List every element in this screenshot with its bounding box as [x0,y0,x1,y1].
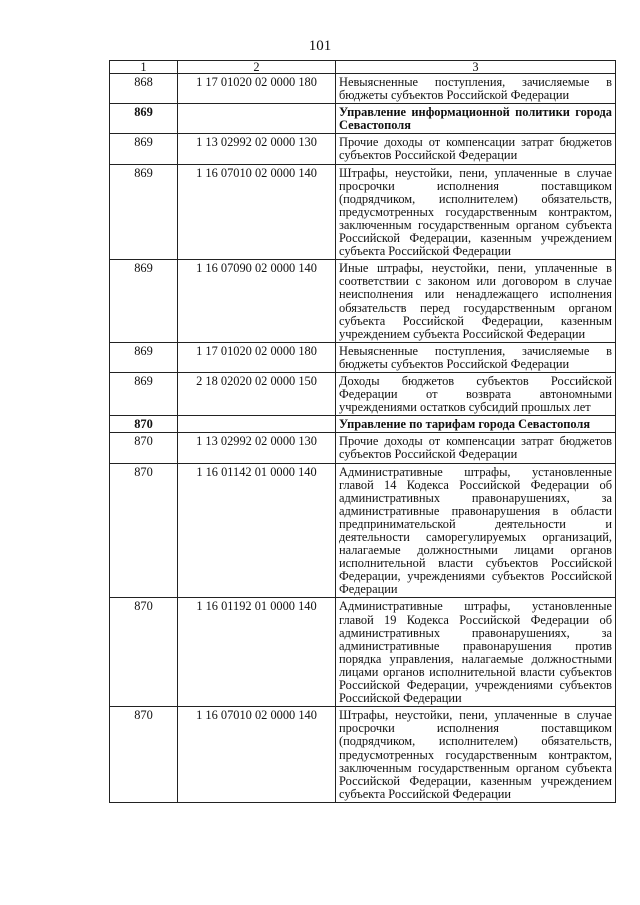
table-row [110,433,616,463]
income-code-cell: 1 13 02992 02 0000 130 [178,433,336,463]
admin-code-cell: 869 [110,134,178,164]
income-code-cell [178,416,336,433]
description-cell: Прочие доходы от компенсации затрат бюджетов субъектов Российской Федерации [336,433,616,463]
income-code-cell: 1 13 02992 02 0000 130 [178,134,336,164]
income-code-cell [178,104,336,134]
admin-code-cell: 870 [110,598,178,707]
description-cell: Управление информационной политики города Севастополя [336,104,616,134]
description-cell: Невыясненные поступления, зачисляемые в бюджеты субъектов Российской Федерации [336,342,616,372]
income-code-cell: 1 17 01020 02 0000 180 [178,74,336,104]
income-code-cell: 1 16 07090 02 0000 140 [178,260,336,343]
table-header-row [110,61,616,74]
table-body [110,74,616,803]
description-cell: Штрафы, неустойки, пени, уплаченные в случае просрочки исполнения поставщиком (подрядчиком, исполнителем) обязательств, предусмотренных государственным контрактом, заключенным государственным органом субъекта Российской Федерации, казенным учреждением субъекта Российской Федерации [336,164,616,260]
table-row [110,74,616,104]
description-cell: Невыясненные поступления, зачисляемые в бюджеты субъектов Российской Федерации [336,74,616,104]
admin-code-cell: 870 [110,463,178,598]
income-code-cell: 1 17 01020 02 0000 180 [178,342,336,372]
income-code-cell: 1 16 01192 01 0000 140 [178,598,336,707]
admin-code-cell: 870 [110,416,178,433]
table-row [110,372,616,415]
header-col-3: 3 [336,61,616,74]
table-row [110,260,616,343]
description-cell: Иные штрафы, неустойки, пени, уплаченные в соответствии с законом или договором в случае неисполнения или ненадлежащего исполнения обязательств перед государственным органом субъекта Российской Федерации, казенным учреждением субъекта Российской Федерации [336,260,616,343]
income-code-cell: 1 16 07010 02 0000 140 [178,707,336,803]
table-row [110,463,616,598]
table-row [110,104,616,134]
table-row [110,416,616,433]
revenue-codes-table [109,60,616,803]
admin-code-cell: 869 [110,342,178,372]
description-cell: Административные штрафы, установленные главой 19 Кодекса Российской Федерации об административных правонарушениях, за административные правонарушения против порядка управления, налагаемые должностными лицами органов исполнительной власти субъектов Российской Федерации, учреждениями субъектов Российской Федерации [336,598,616,707]
income-code-cell: 2 18 02020 02 0000 150 [178,372,336,415]
header-col-2: 2 [178,61,336,74]
admin-code-cell: 870 [110,707,178,803]
admin-code-cell: 869 [110,372,178,415]
income-code-cell: 1 16 01142 01 0000 140 [178,463,336,598]
description-cell: Прочие доходы от компенсации затрат бюджетов субъектов Российской Федерации [336,134,616,164]
description-cell: Штрафы, неустойки, пени, уплаченные в случае просрочки исполнения поставщиком (подрядчиком, исполнителем) обязательств, предусмотренных государственным контрактом, заключенным государственным органом субъекта Российской Федерации, казенным учреждением субъекта Российской Федерации [336,707,616,803]
admin-code-cell: 870 [110,433,178,463]
income-code-cell: 1 16 07010 02 0000 140 [178,164,336,260]
description-cell: Доходы бюджетов субъектов Российской Федерации от возврата автономными учреждениями остатков субсидий прошлых лет [336,372,616,415]
page-number: 101 [308,38,332,54]
table-row [110,134,616,164]
table-row [110,164,616,260]
admin-code-cell: 869 [110,104,178,134]
admin-code-cell: 869 [110,260,178,343]
table-row [110,707,616,803]
admin-code-cell: 868 [110,74,178,104]
table-row [110,342,616,372]
description-cell: Управление по тарифам города Севастополя [336,416,616,433]
table-row [110,598,616,707]
admin-code-cell: 869 [110,164,178,260]
header-col-1: 1 [110,61,178,74]
description-cell: Административные штрафы, установленные главой 14 Кодекса Российской Федерации об административных правонарушениях, за административные правонарушения в области предпринимательской деятельности и деятельности саморегулируемых организаций, налагаемые должностными лицами органов исполнительной власти субъектов Российской Федерации, учреждениями субъектов Российской Федерации [336,463,616,598]
